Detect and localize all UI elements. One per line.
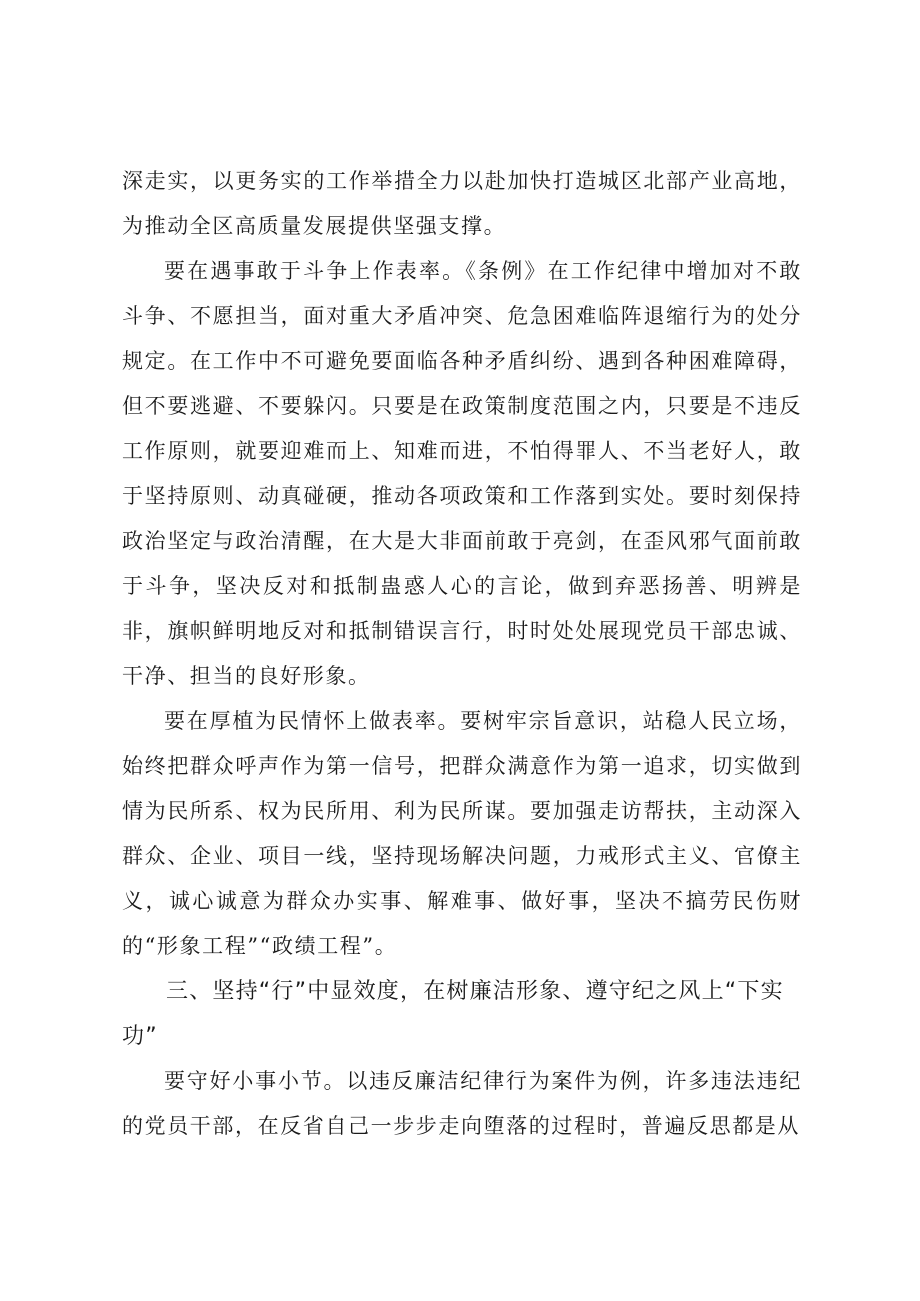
section-heading-three: 三、坚持“行”中显效度，在树廉洁形象、遵守纪之风上“下实功” — [122, 979, 784, 1049]
paragraph-small-matters: 要守好小事小节。以违反廉洁纪律行为案件为例，许多违法违纪的党员干部，在反省自己一步步走向堕落的过程时，普遍反思都是从 — [122, 1069, 802, 1138]
paragraph-continuation: 深走实，以更务实的工作举措全力以赴加快打造城区北部产业高地，为推动全区高质量发展提供坚强支撑。 — [122, 169, 802, 238]
paragraph-struggle: 要在遇事敢于斗争上作表率。《条例》在工作纪律中增加对不敢斗争、不愿担当，面对重大矛盾冲突、危急困难临阵退缩行为的处分规定。在工作中不可避免要面临各种矛盾纠纷、遇到各种困难障碍，但不要逃避、不要躲闪。只要是在政策制度范围之内，只要是不违反工作原则，就要迎难而上、知难而进，不怕得罪人、不当老好人，敢于坚持原则、动真碰硬，推动各项政策和工作落到实处。要时刻保持政治坚定与政治清醒，在大是大非面前敢于亮剑，在歪风邪气面前敢于斗争，坚决反对和抵制蛊惑人心的言论，做到弃恶扬善、明辨是非，旗帜鲜明地反对和抵制错误言行，时时处处展现党员干部忠诚、干净、担当的良好形象。 — [122, 259, 802, 688]
document-body — [122, 159, 802, 1149]
paragraph-people: 要在厚植为民情怀上做表率。要树牢宗旨意识，站稳人民立场，始终把群众呼声作为第一信号，把群众满意作为第一追求，切实做到情为民所系、权为民所用、利为民所谋。要加强走访帮扶，主动深入群众、企业、项目一线，坚持现场解决问题，力戒形式主义、官僚主义，诚心诚意为群众办实事、解难事、做好事，坚决不搞劳民伤财的“形象工程”“政绩工程”。 — [122, 709, 802, 958]
